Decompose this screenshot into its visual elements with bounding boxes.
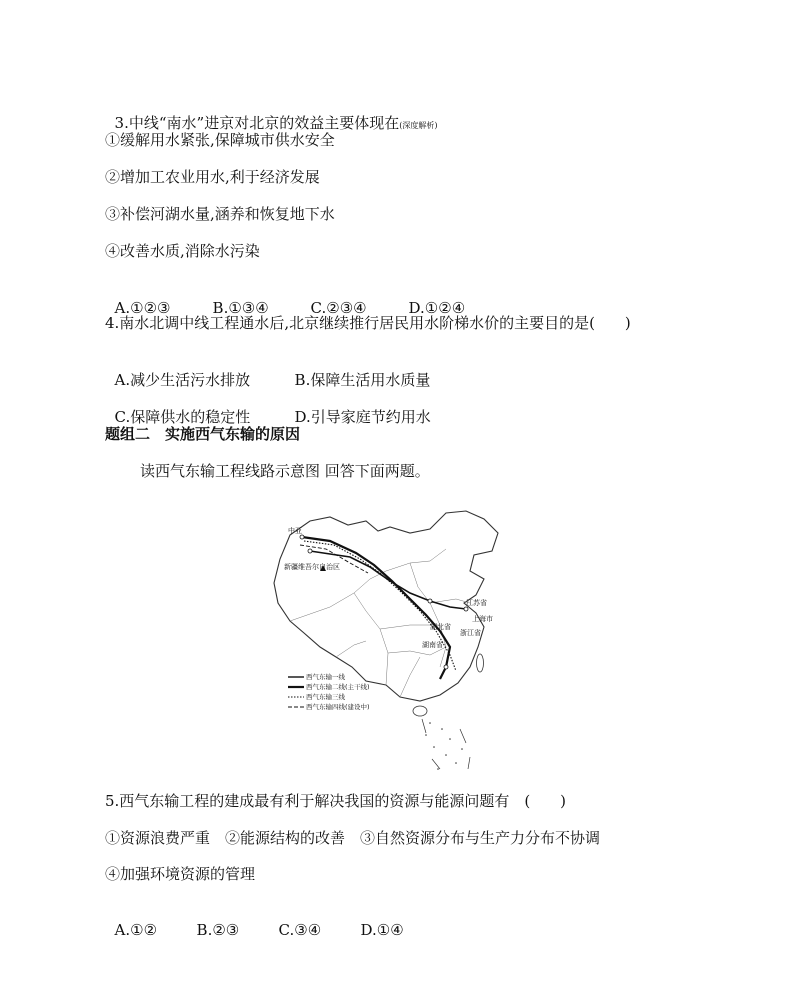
label-hubei: 湖北省	[430, 623, 451, 631]
q4-stem: 4.南水北调中线工程通水后,北京继续推行居民用水阶梯水价的主要目的是( )	[105, 314, 631, 332]
q3-item-4: ④改善水质,消除水污染	[105, 242, 260, 260]
label-xinjiang: 新疆维吾尔自治区	[284, 563, 340, 571]
q4-option-b[interactable]: B.保障生活用水质量	[294, 371, 431, 389]
q3-item-3: ③补偿河湖水量,涵养和恢复地下水	[105, 205, 335, 223]
hainan-island	[413, 706, 427, 716]
legend-line-3: 西气东输三线	[306, 693, 345, 701]
section-intro: 读西气东输工程线路示意图 回答下面两题。	[140, 462, 430, 480]
q5-items-line-2: ④加强环境资源的管理	[105, 865, 256, 883]
q5-options	[105, 900, 404, 940]
q4-options-row2	[105, 387, 431, 427]
taiwan-island	[477, 654, 484, 672]
q5-option-b[interactable]: B.②③	[196, 921, 240, 939]
q3-option-c[interactable]: C.②③④	[310, 299, 367, 317]
q4-options-row1	[105, 350, 430, 390]
section-title: 题组二 实施西气东输的原因	[105, 425, 301, 443]
label-jiangsu: 江苏省	[466, 599, 487, 607]
q3-options	[105, 278, 465, 318]
nine-dash-line	[422, 719, 470, 769]
q3-stem-text: 3.中线“南水”进京对北京的效益主要体现在	[114, 114, 400, 132]
label-hunan: 湖南省	[422, 641, 443, 649]
label-shanghai: 上海市	[472, 615, 493, 623]
label-zhejiang: 浙江省	[460, 629, 481, 637]
legend-line-4: 西气东输四线(建设中)	[306, 703, 370, 711]
q5-option-c[interactable]: C.③④	[278, 921, 322, 939]
q5-option-d[interactable]: D.①④	[360, 921, 404, 939]
q3-option-d[interactable]: D.①②④	[408, 299, 466, 317]
q3-option-a[interactable]: A.①②③	[114, 299, 171, 317]
q4-option-d[interactable]: D.引导家庭节约用水	[294, 408, 431, 426]
q5-stem: 5.西气东输工程的建成最有利于解决我国的资源与能源问题有 ( )	[105, 792, 567, 810]
map-legend	[288, 672, 370, 711]
legend-line-2: 西气东输二线(主干线)	[306, 683, 370, 691]
q3-option-b[interactable]: B.①③④	[212, 299, 269, 317]
q5-items-line-1: ①资源浪费严重 ②能源结构的改善 ③自然资源分布与生产力分布不协调	[105, 829, 601, 847]
q3-item-1: ①缓解用水紧张,保障城市供水安全	[105, 131, 335, 149]
west-east-gas-pipeline-map	[270, 507, 520, 777]
q4-option-c[interactable]: C.保障供水的稳定性	[114, 408, 251, 426]
south-china-sea-islands	[425, 722, 463, 770]
q4-option-a[interactable]: A.减少生活污水排放	[114, 371, 251, 389]
legend-line-1: 西气东输一线	[306, 673, 345, 681]
q3-analysis-tag: (深度解析)	[399, 121, 438, 130]
q3-item-2: ②增加工农业用水,利于经济发展	[105, 168, 320, 186]
q5-option-a[interactable]: A.①②	[114, 921, 158, 939]
label-central-asia: 中亚	[288, 527, 302, 535]
